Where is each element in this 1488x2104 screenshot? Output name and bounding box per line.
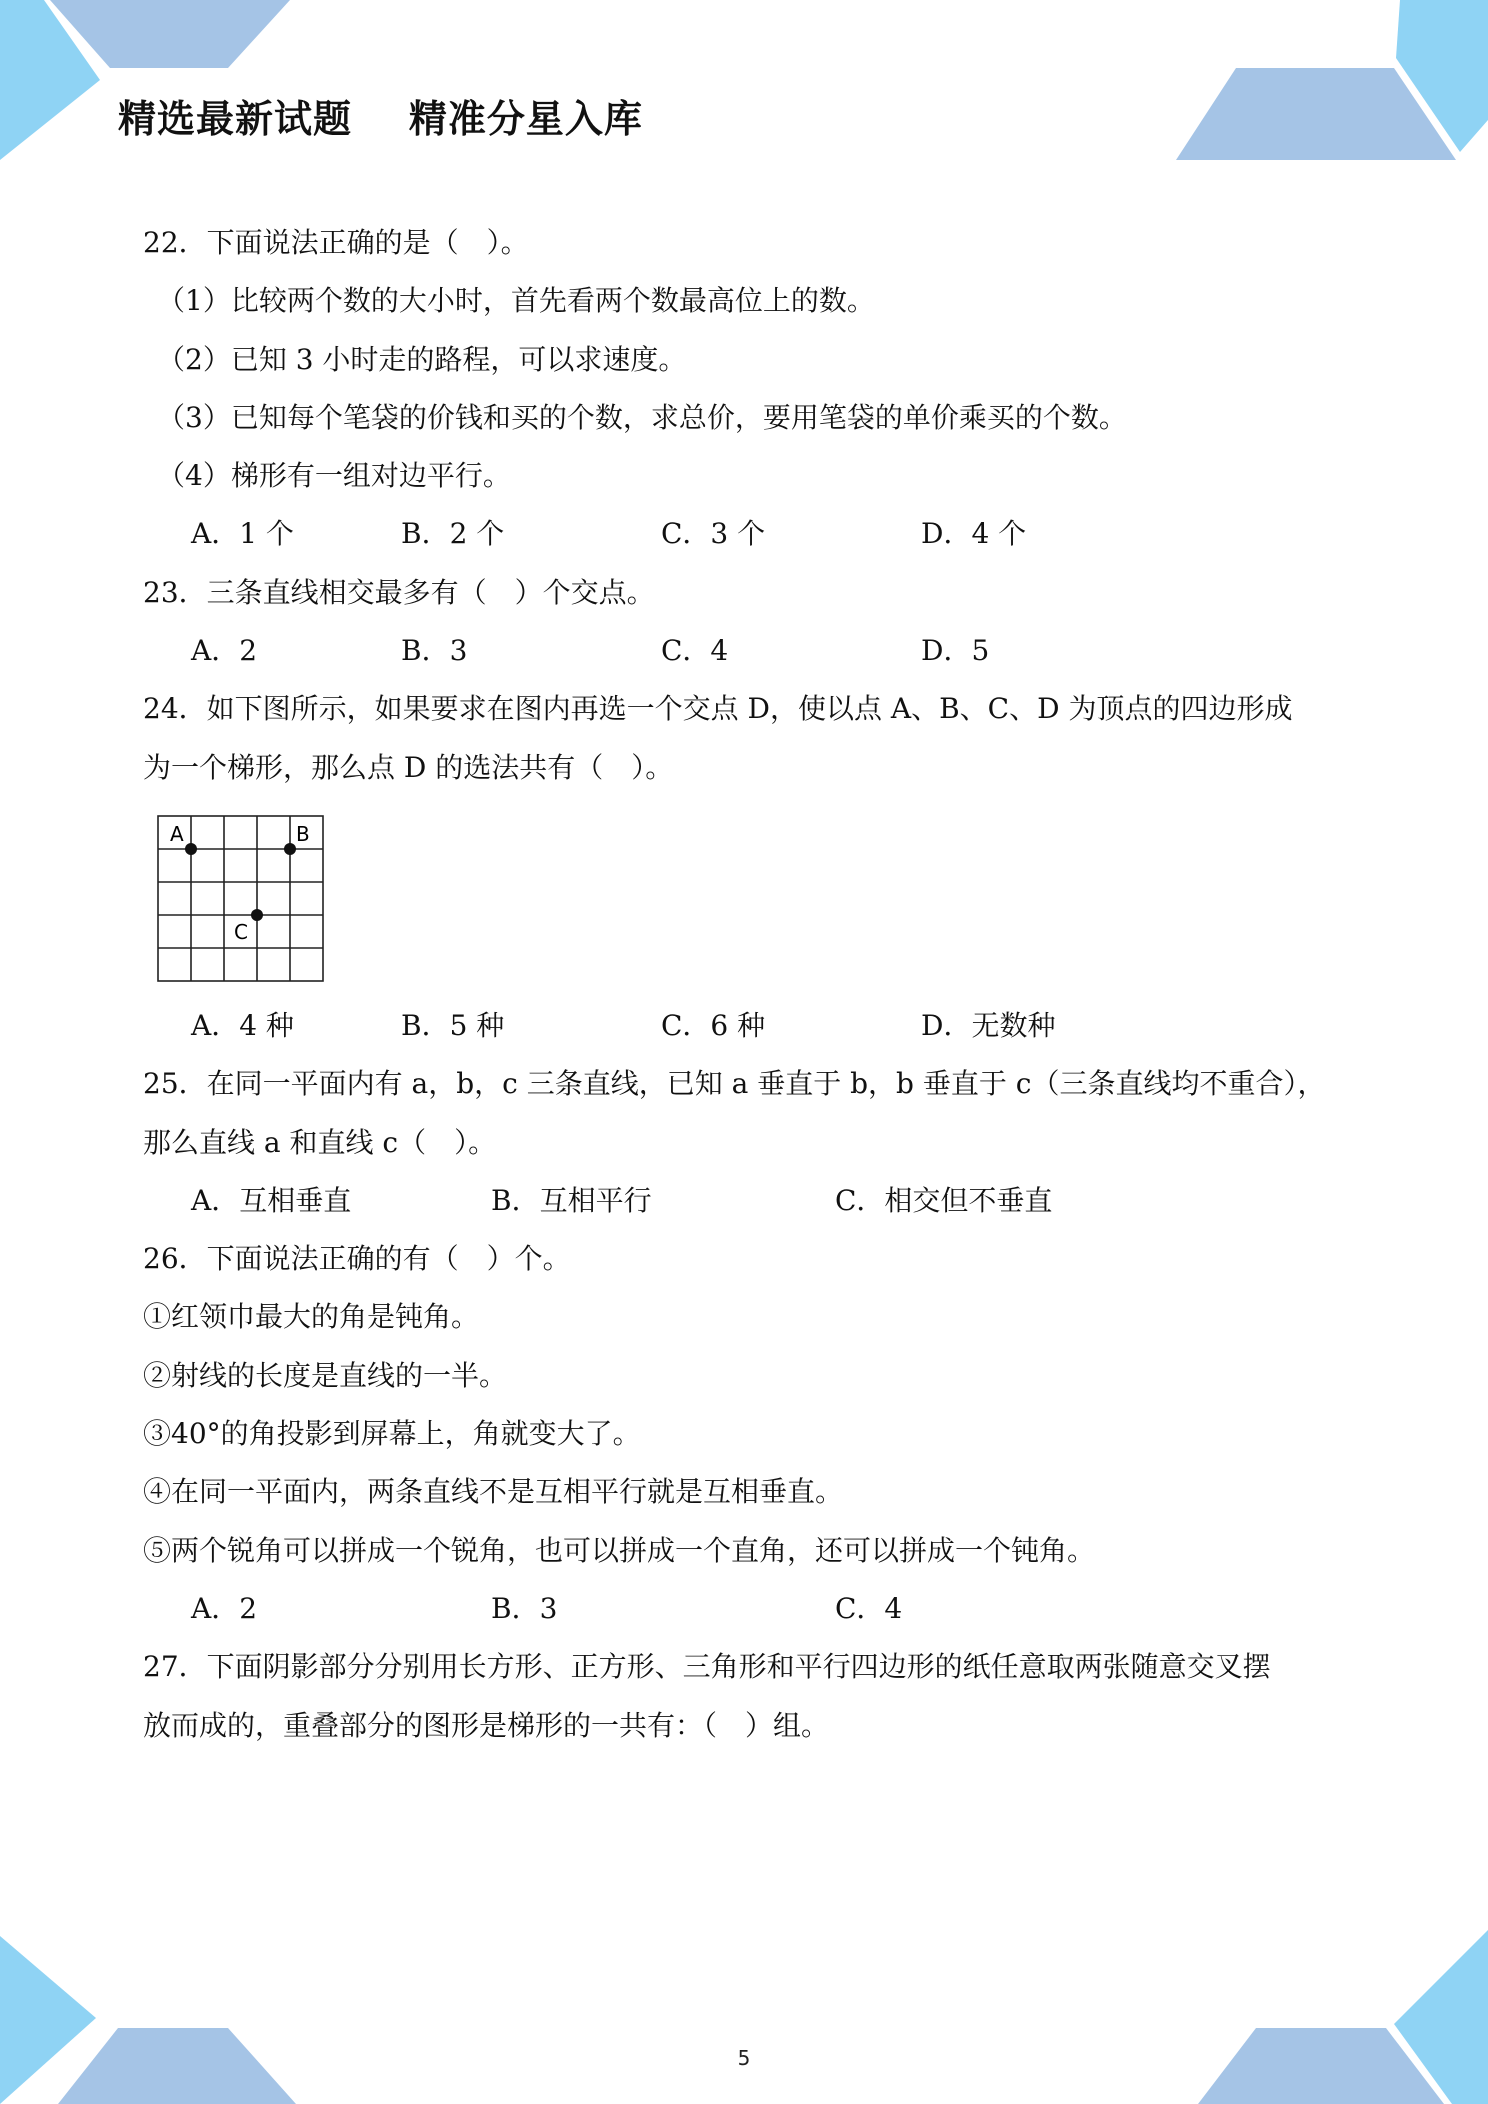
question-stem-continued: 放而成的，重叠部分的图形是梯形的一共有：（ ）组。	[143, 1708, 830, 1742]
point-b	[284, 843, 296, 855]
question-stem: 22．下面说法正确的是（ ）。	[143, 226, 529, 259]
question-27	[143, 1638, 1363, 1755]
option-a[interactable]: A．互相垂直	[191, 1183, 352, 1217]
statement-item: （4）梯形有一组对边平行。	[157, 459, 511, 493]
top-right-triangle	[1396, 0, 1488, 152]
question-24	[143, 680, 1363, 1055]
option-c[interactable]: C．3 个	[661, 517, 766, 551]
answer-options	[143, 1172, 1363, 1230]
answer-options	[143, 997, 1363, 1055]
top-left-triangle	[0, 0, 100, 160]
option-c[interactable]: C．4	[661, 634, 729, 668]
statement-item: （1）比较两个数的大小时，首先看两个数最高位上的数。	[157, 284, 875, 318]
question-content	[143, 214, 1363, 1755]
statement-item: ⑤两个锐角可以拼成一个锐角，也可以拼成一个直角，还可以拼成一个钝角。	[143, 1533, 1096, 1567]
question-23	[143, 564, 1363, 681]
question-stem-continued: 为一个梯形，那么点 D 的选法共有（ ）。	[143, 750, 674, 784]
label-b: B	[296, 821, 310, 846]
grid-figure	[143, 797, 1363, 997]
question-stem: 27．下面阴影部分分别用长方形、正方形、三角形和平行四边形的纸任意取两张随意交叉摆	[143, 1650, 1271, 1684]
statement-item: ②射线的长度是直线的一半。	[143, 1358, 508, 1392]
statement-item: （3）已知每个笔袋的价钱和买的个数，求总价，要用笔袋的单价乘买的个数。	[157, 400, 1127, 434]
bottom-right-triangle	[1394, 1930, 1488, 2104]
answer-options	[143, 622, 1363, 680]
question-25	[143, 1055, 1363, 1230]
question-22	[143, 214, 1363, 564]
statement-item: ①红领巾最大的角是钝角。	[143, 1300, 480, 1334]
question-stem: 24．如下图所示，如果要求在图内再选一个交点 D，使以点 A、B、C、D 为顶点的四边形成	[143, 692, 1293, 726]
question-26	[143, 1230, 1363, 1638]
answer-options	[143, 505, 1363, 563]
statement-item: ③40°的角投影到屏幕上，角就变大了。	[143, 1417, 641, 1451]
question-stem: 26．下面说法正确的有（ ）个。	[143, 1242, 571, 1276]
bottom-left-triangle	[0, 1936, 96, 2104]
option-c[interactable]: C．相交但不垂直	[835, 1183, 1053, 1217]
statement-item: ④在同一平面内，两条直线不是互相平行就是互相垂直。	[143, 1475, 844, 1509]
label-a: A	[170, 821, 184, 846]
option-b[interactable]: B．3	[491, 1591, 558, 1625]
option-b[interactable]: B．3	[401, 634, 468, 668]
label-c: C	[234, 919, 248, 944]
point-c	[251, 909, 263, 921]
answer-options	[143, 1580, 1363, 1638]
option-b[interactable]: B．5 种	[401, 1008, 505, 1042]
option-d[interactable]: D．4 个	[921, 517, 1027, 551]
option-d[interactable]: D．无数种	[921, 1008, 1056, 1042]
grid-diagram	[157, 815, 327, 985]
option-a[interactable]: A．2	[191, 1591, 258, 1625]
option-c[interactable]: C．6 种	[661, 1008, 766, 1042]
question-stem-continued: 那么直线 a 和直线 c（ ）。	[143, 1125, 497, 1159]
top-left-trapezoid	[50, 0, 290, 68]
question-stem: 25．在同一平面内有 a，b，c 三条直线，已知 a 垂直于 b，b 垂直于 c（三条直线均不重合），	[143, 1067, 1326, 1101]
top-right-trapezoid	[1176, 68, 1456, 160]
option-c[interactable]: C．4	[835, 1591, 903, 1625]
statement-item: （2）已知 3 小时走的路程，可以求速度。	[157, 342, 687, 376]
point-a	[185, 843, 197, 855]
option-b[interactable]: B．2 个	[401, 517, 505, 551]
option-d[interactable]: D．5	[921, 634, 990, 668]
page-number: 5	[737, 2046, 751, 2070]
option-a[interactable]: A．2	[191, 634, 258, 668]
header-title: 精选最新试题 精准分星入库	[118, 97, 643, 141]
option-a[interactable]: A．4 种	[191, 1008, 294, 1042]
option-b[interactable]: B．互相平行	[491, 1183, 652, 1217]
option-a[interactable]: A．1 个	[191, 517, 294, 551]
question-stem: 23．三条直线相交最多有（ ）个交点。	[143, 575, 655, 609]
